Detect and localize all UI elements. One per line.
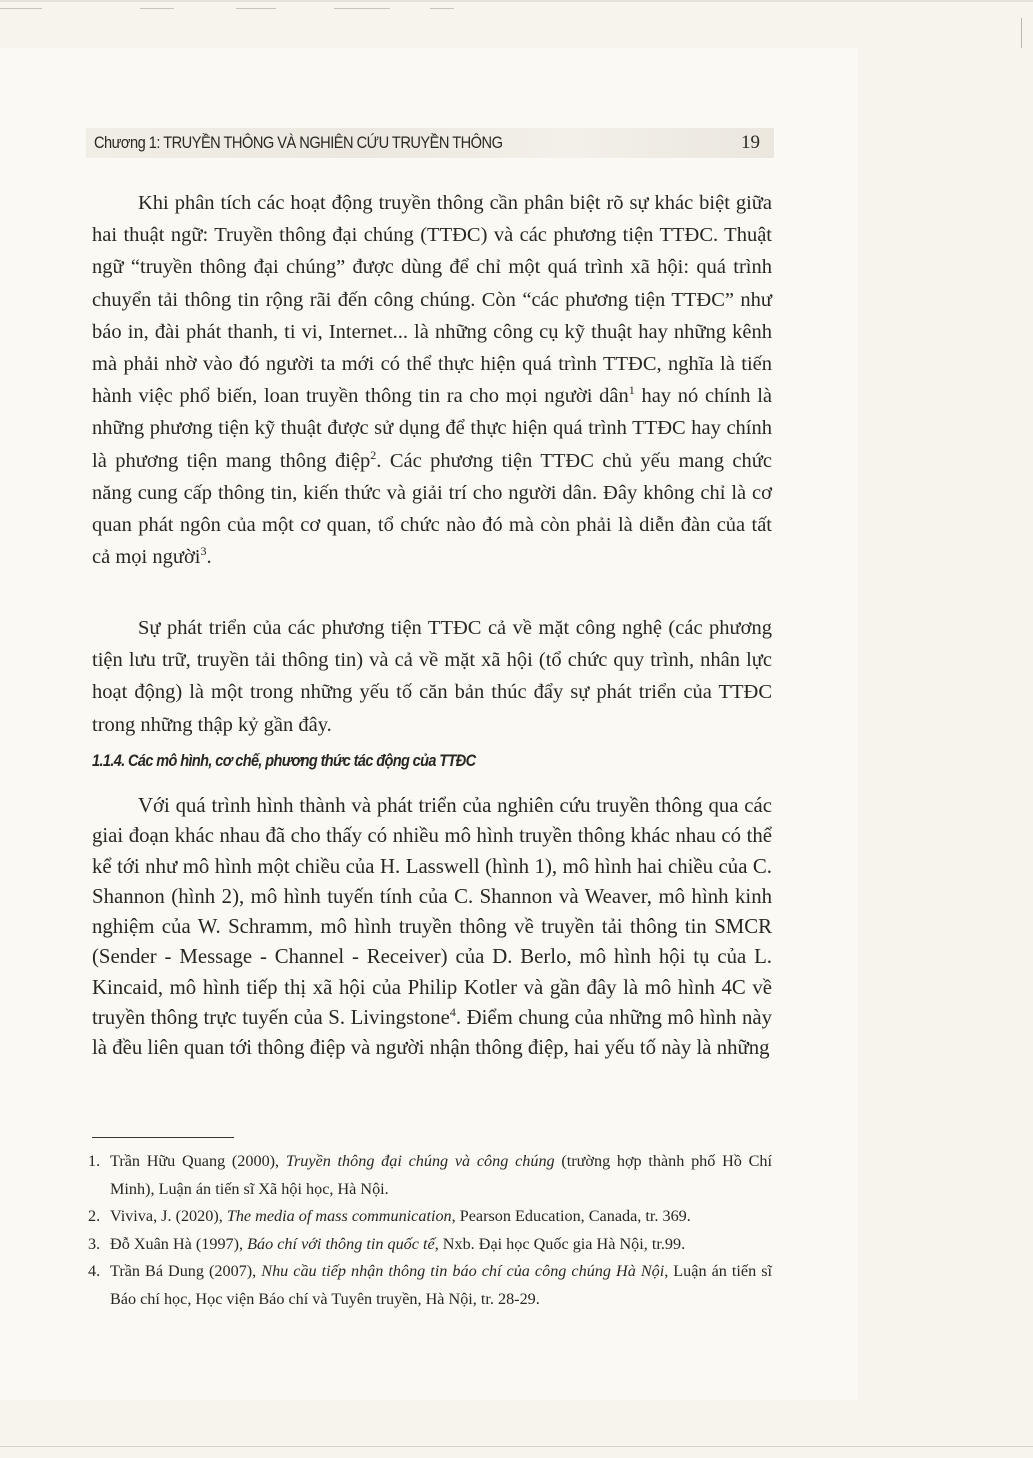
paragraph-text: Khi phân tích các hoạt động truyền thông cần phân biệt rõ sự khác biệt giữa hai thuật ngữ: Truyền thông đại chúng (TTĐC) và các phương tiện TTĐC. Thuật ngữ “truyền thông đại chúng” được dùng để chỉ một quá trình xã hội: quá trình chuyển tải thông tin rộng rãi đến công chúng. Còn “các phương tiện TTĐC” như báo in, đài phát thanh, ti vi, Internet... là những công cụ kỹ thuật hay những kênh mà phải nhờ vào đó người ta mới có thể thực hiện quá trình TTĐC, nghĩa là tiến hành việc phổ biến, loan truyền thông tin ra cho mọi người dân <box>92 192 772 408</box>
scan-mark <box>334 8 390 9</box>
footnote-ref: 3 <box>200 544 207 559</box>
footnote-number: 3. <box>88 1234 101 1253</box>
footnote <box>88 1258 772 1313</box>
footnote-author: Trần Hữu Quang (2000), <box>110 1152 286 1170</box>
paragraph-text: Sự phát triển của các phương tiện TTĐC cả về mặt công nghệ (các phương tiện lưu trữ, truyền tải thông tin) và cả về mặt xã hội (tổ chức quy trình, nhân lực hoạt động) là một trong những yếu tố căn bản thúc đẩy sự phát triển của TTĐC trong những thập kỷ gần đây. <box>92 617 772 736</box>
footnote-title: Báo chí với thông tin quốc tế <box>247 1234 435 1253</box>
scan-mark <box>236 8 276 9</box>
scan-edge <box>0 1446 1033 1447</box>
paragraph-3 <box>92 791 772 1064</box>
footnote-text <box>110 1258 772 1313</box>
footnote-number: 2. <box>88 1207 101 1225</box>
scan-mark <box>0 8 42 9</box>
scan-mark <box>430 8 454 9</box>
footnote-title: Truyền thông đại chúng và công chúng <box>285 1152 555 1170</box>
paragraph-1 <box>92 187 772 573</box>
footnote-source: , Pearson Education, Canada, tr. 369. <box>451 1207 691 1225</box>
footnote-title: Nhu cầu tiếp nhận thông tin báo chí của công chúng Hà Nội <box>261 1262 665 1280</box>
footnote-number: 4. <box>88 1262 101 1280</box>
footnote <box>88 1231 772 1259</box>
paragraph-text: hay nó chính là những phương tiện kỹ thuật được sử dụng để thực hiện quá trình TTĐC hay chính là phương tiện mang thông điệp <box>92 385 772 472</box>
scan-mark <box>140 8 174 9</box>
footnote-ref: 2 <box>370 447 377 462</box>
footnotes <box>88 1148 772 1313</box>
paragraph-2 <box>92 612 772 741</box>
paragraph-text: . Các phương tiện TTĐC chủ yếu mang chức năng cung cấp thông tin, kiến thức và giải trí cho người dân. Đây không chỉ là cơ quan phát ngôn của một cơ quan, tổ chức nào đó mà còn phải là diễn đàn của tất cả mọi người <box>92 449 772 569</box>
footnote-text <box>110 1231 772 1259</box>
footnote <box>88 1203 772 1231</box>
chapter-title: Chương 1: TRUYỀN THÔNG VÀ NGHIÊN CỨU TRUYỀN THÔNG <box>94 133 503 152</box>
footnote-source: (trường hợp thành phố Hồ Chí Minh), Luận án tiến sĩ Xã hội học, Hà Nội. <box>110 1152 773 1198</box>
footnote-number: 1. <box>88 1152 101 1170</box>
footnote-ref: 4 <box>449 1005 456 1020</box>
paragraph-text: . <box>206 546 212 569</box>
footnote-text <box>110 1203 772 1231</box>
paragraph-text: . Điểm chung của những mô hình này là đều liên quan tới thông điệp và người nhận thông điệp, hai yếu tố này là những <box>92 1006 772 1060</box>
footnote-title: The media of mass communication <box>226 1207 452 1225</box>
footnote-ref: 1 <box>628 383 635 398</box>
footnote-author: Trần Bá Dung (2007), <box>110 1262 262 1280</box>
footnote <box>88 1148 772 1203</box>
footnote-source: , Nxb. Đại học Quốc gia Hà Nội, tr.99. <box>434 1234 686 1253</box>
scan-edge <box>1021 18 1022 48</box>
footnote-author: Đỗ Xuân Hà (1997), <box>110 1234 248 1253</box>
scan-edge <box>0 0 1033 2</box>
running-header <box>86 126 774 160</box>
section-heading: 1.1.4. Các mô hình, cơ chế, phương thức tác động của TTĐC <box>92 752 476 770</box>
footnote-author: Viviva, J. (2020), <box>110 1207 227 1225</box>
footnote-text <box>110 1148 772 1203</box>
page-number: 19 <box>741 132 760 153</box>
footnote-source: , Luận án tiến sĩ Báo chí học, Học viện Báo chí và Tuyên truyền, Hà Nội, tr. 28-29. <box>110 1262 772 1308</box>
paragraph-text: Với quá trình hình thành và phát triển của nghiên cứu truyền thông qua các giai đoạn khác nhau đã cho thấy có nhiều mô hình truyền thông khác nhau có thể kể tới như mô hình một chiều của H. Lasswell (hình 1), mô hình hai chiều của C. Shannon (hình 2), mô hình tuyến tính của C. Shannon và Weaver, mô hình kinh nghiệm của W. Schramm, mô hình truyền thông về truyền tải thông tin SMCR (Sender - Message - Channel - Receiver) của D. Berlo, mô hình hội tụ của L. Kincaid, mô hình tiếp thị xã hội của Philip Kotler và gần đây là mô hình 4C về truyền thông trực tuyến của S. Livingstone <box>92 794 772 1030</box>
footnote-divider <box>92 1137 234 1138</box>
